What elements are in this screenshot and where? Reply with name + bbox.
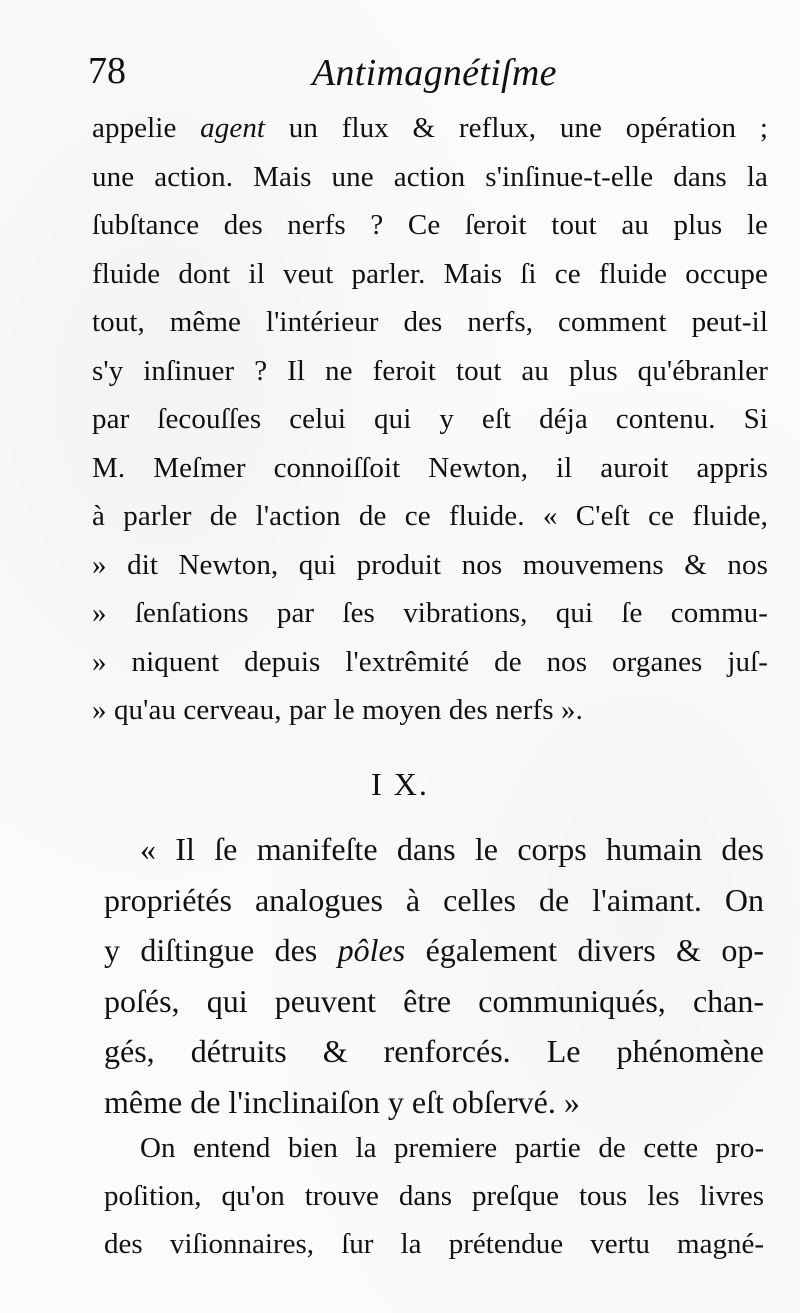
text-line: propriétés analogues à celles de l'aimant. On [104,881,764,918]
text-line: fluide dont il veut parler. Mais ſi ce fluide occupe [92,257,768,290]
text-line: ſubſtance des nerfs ? Ce ſeroit tout au plus le [92,209,768,241]
text-line: à parler de l'action de ce fluide. « C'eſt ce fluide, [92,500,768,532]
text-line: » niquent depuis l'extrêmité de nos organes juſ- [92,645,768,678]
text-line: appelie agent un flux & reflux, une opération ; [92,112,768,144]
page-number: 78 [88,50,126,92]
text-line: « Il ſe manifeſte dans le corps humain des [140,831,764,867]
paragraph-commentary [104,1124,764,1268]
text-line: poſition, qu'on trouve dans preſque tous les livres [104,1180,764,1212]
text-line: » qu'au cerveau, par le moyen des nerfs ». [92,694,583,726]
running-head: Antimagnétiſme [312,52,557,94]
text-line: » dit Newton, qui produit nos mouvemens & nos [92,548,768,581]
italic-word: pôles [337,932,406,968]
text-line: une action. Mais une action s'inſinue-t-elle dans la [92,160,768,193]
text-line: M. Meſmer connoiſſoit Newton, il auroit appris [92,451,768,484]
paragraph-continued [92,104,768,735]
text-line: poſés, qui peuvent être communiqués, chan- [104,982,764,1019]
text-line: des viſionnaires, ſur la prétendue vertu magné- [104,1228,764,1260]
page-header [88,46,778,108]
text-line: tout, même l'intérieur des nerfs, comment peut-il [92,306,768,338]
section-heading: I X. [371,766,429,802]
italic-word: agent [200,112,266,144]
quoted-proposition [104,824,764,1127]
text-line: y diſtingue des pôles également divers & op- [104,932,764,968]
text-line: gés, détruits & renforcés. Le phénomène [104,1033,764,1069]
text-line: par ſecouſſes celui qui y eſt déja contenu. Si [92,403,768,435]
text-line: On entend bien la premiere partie de cette pro- [140,1132,764,1164]
text-line: s'y inſinuer ? Il ne feroit tout au plus qu'ébranler [92,354,768,387]
text-line: » ſenſations par ſes vibrations, qui ſe commu- [92,597,768,629]
text-line: même de l'inclinaiſon y eſt obſervé. » [104,1083,580,1120]
